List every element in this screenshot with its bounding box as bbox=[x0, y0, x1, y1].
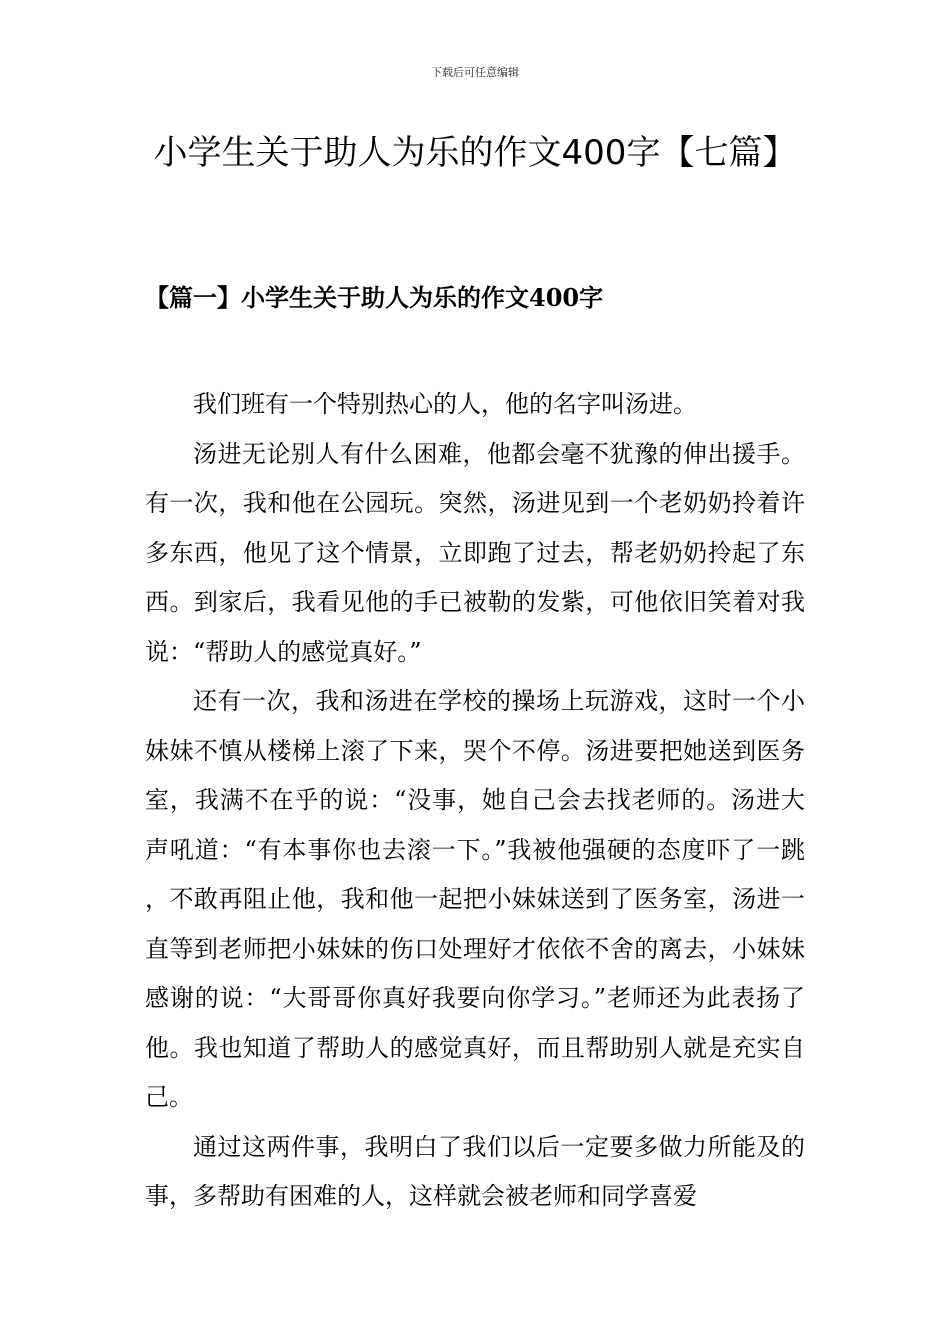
paragraph: 还有一次，我和汤进在学校的操场上玩游戏，这时一个小妹妹不慎从楼梯上滚了下来，哭个不停。汤进要把她送到医务室，我满不在乎的说：“没事，她自己会去找老师的。汤进大声吼道：“有本事你也去滚一下。”我被他强硬的态度吓了一跳，不敢再阻止他，我和他一起把小妹妹送到了医务室，汤进一直等到老师把小妹妹的伤口处理好才依依不舍的离去，小妹妹感谢的说：“大哥哥你真好我要向你学习。”老师还为此表扬了他。我也知道了帮助人的感觉真好，而且帮助别人就是充实自己。 bbox=[145, 687, 805, 1111]
article-body bbox=[145, 380, 805, 1222]
paragraph: 通过这两件事，我明白了我们以后一定要多做力所能及的事，多帮助有困难的人，这样就会被老师和同学喜爱 bbox=[145, 1132, 805, 1210]
document-title: 小学生关于助人为乐的作文400字【七篇】 bbox=[153, 133, 797, 173]
header-note: 下载后可任意编辑 bbox=[431, 66, 519, 79]
section-heading: 【篇一】小学生关于助人为乐的作文400字 bbox=[145, 283, 604, 312]
paragraph: 我们班有一个特别热心的人，他的名字叫汤进。 bbox=[193, 390, 697, 418]
paragraph: 汤进无论别人有什么困难，他都会毫不犹豫的伸出援手。有一次，我和他在公园玩。突然，汤进见到一个老奶奶拎着许多东西，他见了这个情景，立即跑了过去，帮老奶奶拎起了东西。到家后，我看见他的手已被勒的发紫，可他依旧笑着对我说：“帮助人的感觉真好。” bbox=[145, 439, 805, 666]
